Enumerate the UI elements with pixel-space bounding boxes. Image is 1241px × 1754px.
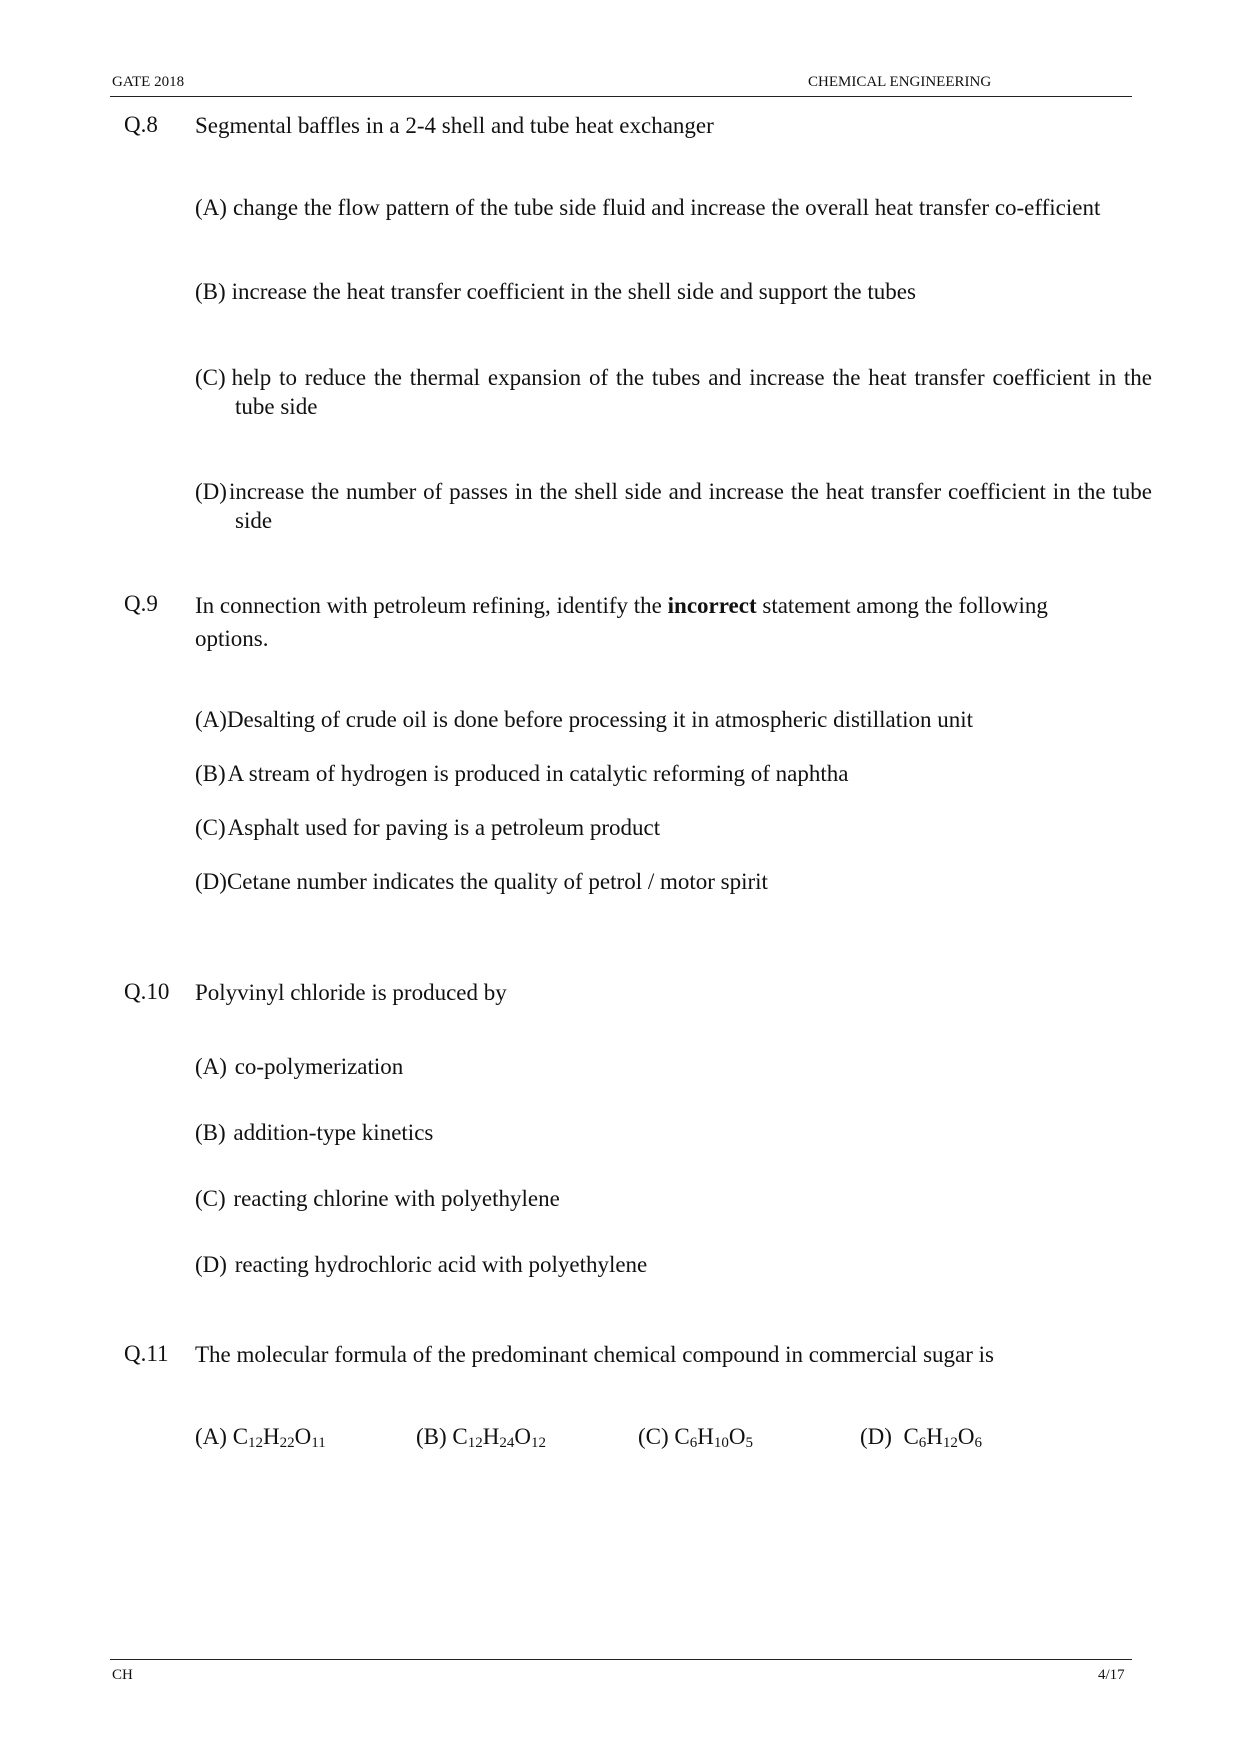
option-label: (A) (195, 1424, 227, 1449)
question-text: Polyvinyl chloride is produced by (195, 980, 507, 1005)
question-text: Segmental baffles in a 2-4 shell and tube heat exchanger (195, 113, 714, 138)
option-c (638, 1424, 753, 1450)
option-label: (B) (416, 1424, 447, 1449)
option-text: increase the number of passes in the shell side and increase the heat transfer coefficient in the tube side (228, 479, 1152, 533)
question-number: Q.10 (124, 979, 170, 1004)
option-text: Cetane number indicates the quality of petrol / motor spirit (226, 869, 768, 894)
option-label: (C) (195, 1186, 226, 1211)
question-number: Q.8 (124, 112, 158, 137)
option-text: reacting hydrochloric acid with polyethylene (234, 1252, 648, 1277)
option-text: A stream of hydrogen is produced in catalytic reforming of naphtha (227, 761, 849, 786)
option-label: (B) (195, 761, 226, 786)
option-text: increase the heat transfer coefficient in the shell side and support the tubes (231, 279, 916, 304)
option-text: help to reduce the thermal expansion of the tubes and increase the heat transfer coefficient in the tube side (231, 365, 1152, 419)
option-label: (D) (195, 479, 227, 504)
molecular-formula: $C_{12}H_{24}O_{12}$ (452, 1424, 547, 1451)
option-label: (B) (195, 279, 226, 304)
question-number: Q.11 (124, 1341, 169, 1366)
option-b (195, 277, 1152, 306)
molecular-formula: $C_{12}H_{22}O_{11}$ (232, 1424, 326, 1451)
option-b (416, 1424, 546, 1450)
option-d (195, 1250, 647, 1279)
option-d (195, 867, 768, 896)
option-d (195, 477, 1152, 535)
option-a (195, 1052, 403, 1081)
question-text-end: statement among the following options. (195, 593, 1048, 651)
option-b (195, 759, 848, 788)
option-label: (C) (195, 815, 226, 840)
option-label: (D) (195, 869, 227, 894)
option-text: Desalting of crude oil is done before processing it in atmospheric distillation unit (226, 707, 973, 732)
option-c (195, 1184, 560, 1213)
option-text: Asphalt used for paving is a petroleum product (227, 815, 661, 840)
option-label: (D) (860, 1424, 892, 1449)
option-label: (D) (195, 1252, 227, 1277)
option-label: (A) (195, 195, 227, 220)
question-text-start: In connection with petroleum refining, identify the (195, 593, 662, 618)
question-text (195, 589, 1055, 655)
question-number: Q.9 (124, 591, 158, 616)
option-label: (C) (195, 365, 226, 390)
option-a (195, 705, 973, 734)
footer-paper-code: CH (112, 1667, 133, 1683)
option-text: co-polymerization (234, 1054, 404, 1079)
option-text: reacting chlorine with polyethylene (233, 1186, 560, 1211)
option-b (195, 1118, 433, 1147)
option-label: (A) (195, 1054, 227, 1079)
option-text: addition-type kinetics (233, 1120, 434, 1145)
header-exam-name: GATE 2018 (112, 74, 185, 90)
molecular-formula: $C_6H_{10}O_5$ (674, 1424, 754, 1451)
molecular-formula: $C_6H_{12}O_6$ (903, 1424, 983, 1451)
option-c (195, 813, 660, 842)
option-text: change the flow pattern of the tube side fluid and increase the overall heat transfer co-efficient (232, 195, 1101, 220)
option-c (195, 363, 1152, 421)
option-d (860, 1424, 982, 1450)
option-label: (B) (195, 1120, 226, 1145)
page-number: 4/17 (1098, 1667, 1125, 1683)
question-text: The molecular formula of the predominant chemical compound in commercial sugar is (195, 1342, 994, 1367)
question-emphasis: incorrect (667, 593, 757, 618)
option-label: (A) (195, 707, 227, 732)
option-a (195, 193, 1152, 222)
header-subject: CHEMICAL ENGINEERING (808, 74, 992, 90)
option-a (195, 1424, 326, 1450)
header-divider (110, 96, 1132, 97)
footer-divider (110, 1659, 1132, 1660)
option-label: (C) (638, 1424, 669, 1449)
